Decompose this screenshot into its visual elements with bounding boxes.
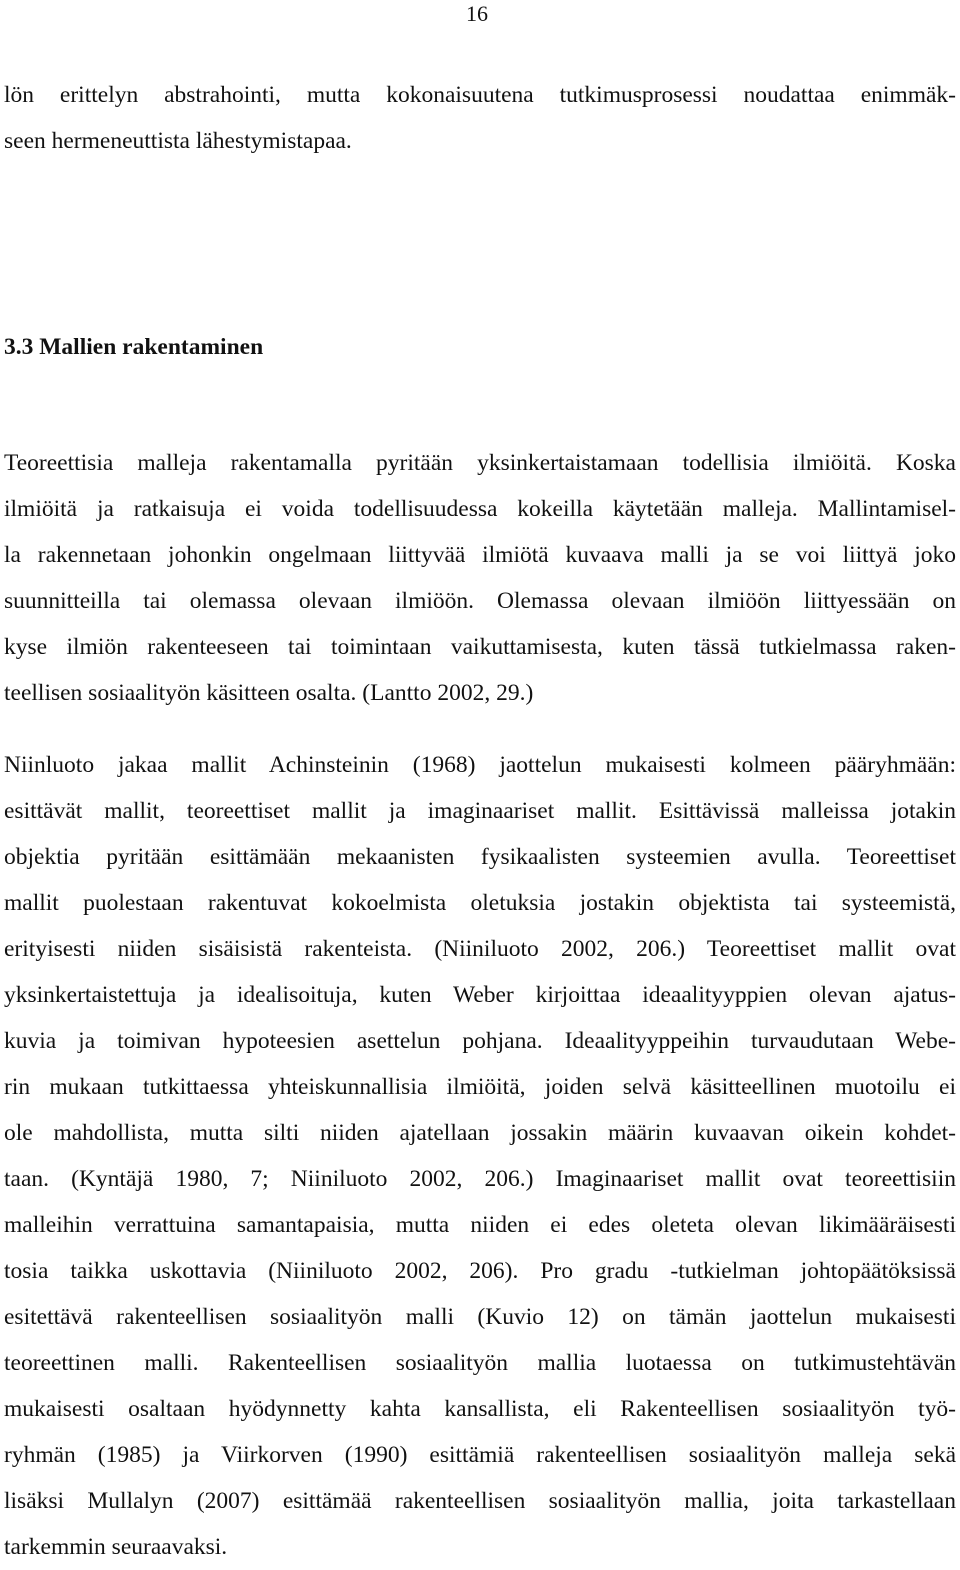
- paragraph-line: suunnitteilla tai olemassa olevaan ilmiöön. Olemassa olevaan ilmiöön liittyessään on: [4, 588, 956, 614]
- paragraph-line: la rakennetaan johonkin ongelmaan liittyvää ilmiötä kuvaava malli ja se voi liittyä joko: [4, 542, 956, 568]
- paragraph-line: esitettävä rakenteellisen sosiaalityön malli (Kuvio 12) on tämän jaottelun mukaisesti: [4, 1304, 956, 1330]
- paragraph-line: kyse ilmiön rakenteeseen tai toimintaan vaikuttamisesta, kuten tässä tutkielmassa raken-: [4, 634, 956, 660]
- paragraph-line: mukaisesti osaltaan hyödynnetty kahta kansallista, eli Rakenteellisen sosiaalityön työ-: [4, 1396, 956, 1422]
- paragraph-line: erityisesti niiden sisäisistä rakenteista. (Niiniluoto 2002, 206.) Teoreettiset mallit ovat: [4, 936, 956, 962]
- paragraph-line: ole mahdollista, mutta silti niiden ajatellaan jossakin määrin kuvaavan oikein kohdet-: [4, 1120, 956, 1146]
- intro-line: seen hermeneuttista lähestymistapaa.: [4, 128, 352, 154]
- paragraph-line: Teoreettisia malleja rakentamalla pyritään yksinkertaistamaan todellisia ilmiöitä. Koska: [4, 450, 956, 476]
- paragraph-line: tarkemmin seuraavaksi.: [4, 1534, 228, 1560]
- paragraph-line: Niinluoto jakaa mallit Achinsteinin (1968) jaottelun mukaisesti kolmeen pääryhmään:: [4, 752, 956, 778]
- paragraph-line: objektia pyritään esittämään mekaanisten fysikaalisten systeemien avulla. Teoreettiset: [4, 844, 956, 870]
- paragraph-line: taan. (Kyntäjä 1980, 7; Niiniluoto 2002, 206.) Imaginaariset mallit ovat teoreettisiin: [4, 1166, 956, 1192]
- page-number: 16: [466, 1, 488, 26]
- paragraph-line: teellisen sosiaalityön käsitteen osalta. (Lantto 2002, 29.): [4, 680, 534, 706]
- paragraph-line: rin mukaan tutkittaessa yhteiskunnallisia ilmiöitä, joiden selvä käsitteellinen muotoilu ei: [4, 1074, 956, 1100]
- paragraph-line: ilmiöitä ja ratkaisuja ei voida todellisuudessa kokeilla käytetään malleja. Mallintamisel-: [4, 496, 956, 522]
- paragraph-line: tosia taikka uskottavia (Niiniluoto 2002, 206). Pro gradu -tutkielman johtopäätöksissä: [4, 1258, 956, 1284]
- paragraph-line: teoreettinen malli. Rakenteellisen sosiaalityön mallia luotaessa on tutkimustehtävän: [4, 1350, 956, 1376]
- paragraph-line: lisäksi Mullalyn (2007) esittämää rakenteellisen sosiaalityön mallia, joita tarkastellaan: [4, 1488, 956, 1514]
- paragraph-line: malleihin verrattuina samantapaisia, mutta niiden ei edes oleteta olevan likimääräisesti: [4, 1212, 956, 1238]
- section-heading: 3.3 Mallien rakentaminen: [4, 334, 264, 360]
- paragraph-line: mallit puolestaan rakentuvat kokoelmista oletuksia jostakin objektista tai systeemistä,: [4, 890, 956, 916]
- paragraph-line: kuvia ja toimivan hypoteesien asettelun pohjana. Ideaalityyppeihin turvaudutaan Webe-: [4, 1028, 956, 1054]
- intro-line: lön erittelyn abstrahointi, mutta kokonaisuutena tutkimusprosessi noudattaa enimmäk-: [4, 82, 956, 108]
- paragraph-line: esittävät mallit, teoreettiset mallit ja imaginaariset mallit. Esittävissä malleissa jotakin: [4, 798, 956, 824]
- paragraph-line: ryhmän (1985) ja Viirkorven (1990) esittämiä rakenteellisen sosiaalityön malleja sekä: [4, 1442, 956, 1468]
- paragraph-line: yksinkertaistettuja ja idealisoituja, kuten Weber kirjoittaa ideaalityyppien olevan ajatus-: [4, 982, 956, 1008]
